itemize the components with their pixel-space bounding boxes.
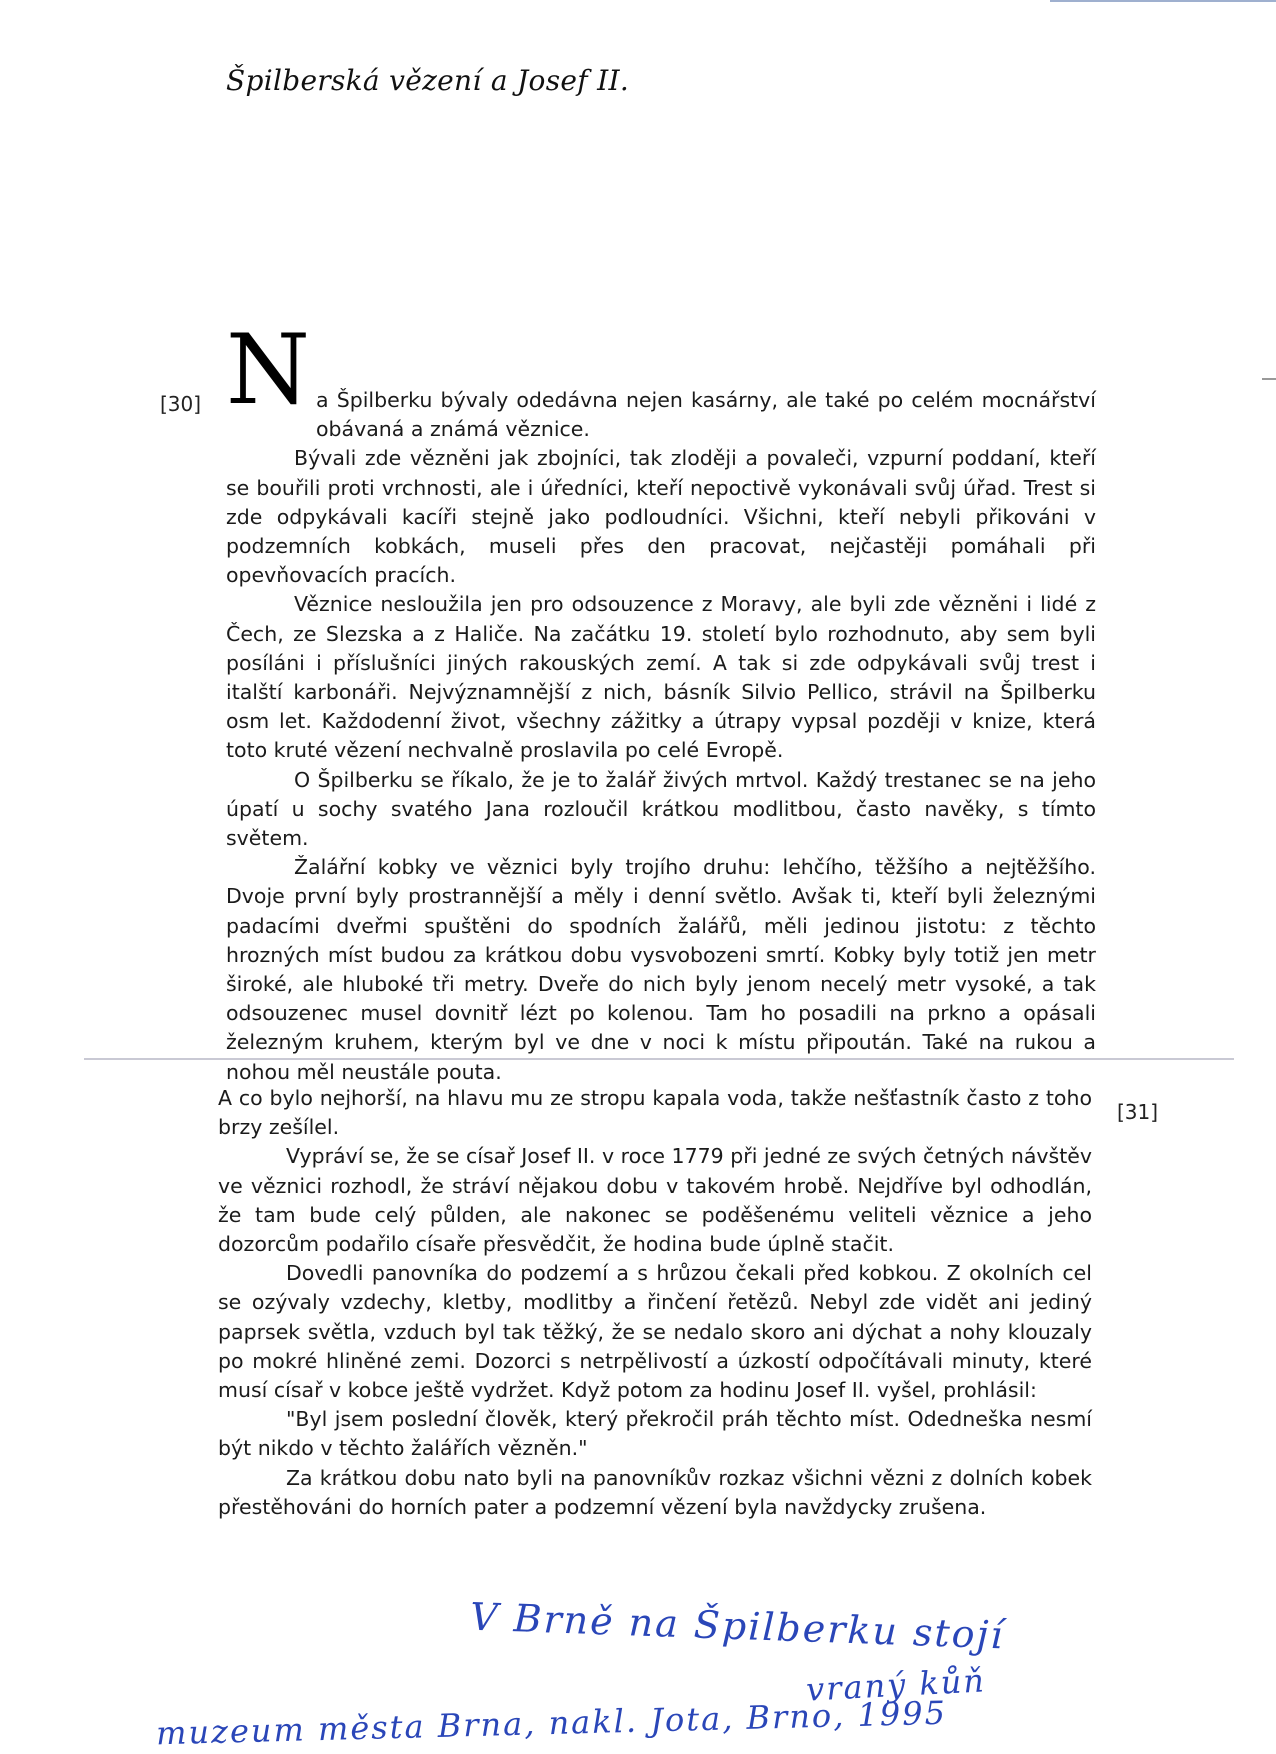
top-edge-line — [1050, 0, 1276, 2]
drop-cap: N — [226, 314, 310, 426]
scan-divider-line — [84, 1058, 1234, 1060]
handwritten-note-line-1: V Brně na Špilberku stojí — [469, 1594, 1006, 1658]
handwritten-note-line-2: vraný kůň — [805, 1661, 987, 1709]
paragraph-3: Věznice nesloužila jen pro odsouzence z Moravy, ale byli zde vězněni i lidé z Čech, ze Slezska a z Haliče. Na začátku 19. století bylo rozhodnuto, aby sem byli posíláni i příslušníci jiných rakouských zemí. A tak si zde odpykávali svůj trest i italští karbonáři. Nejvýznamnější z nich, básník Silvio Pellico, strávil na Špilberku osm let. Každodenní život, všechny zážitky a útrapy vypsal později v knize, která toto kruté vězení nechvalně proslavila po celé Evropě. — [226, 592, 1096, 763]
paragraph-7: Vypráví se, že se císař Josef II. v roce 1779 při jedné ze svých četných návštěv ve věznici rozhodl, že stráví nějakou dobu v takovém hrobě. Nejdříve byl odhodlán, že tam bude celý půlden, ale nakonec se poděšenému veliteli věznice a jeho dozorcům podařilo císaře přesvědčit, že hodina bude úplně stačit. — [218, 1144, 1092, 1257]
page-marker-30: [30] — [160, 392, 202, 416]
quote-paragraph: "Byl jsem poslední člověk, který překročil práh těchto míst. Odedneška nesmí být nikdo v těchto žalářích vězněn." — [218, 1407, 1092, 1461]
page-title: Špilberská vězení a Josef II. — [226, 64, 630, 97]
paragraph-9: Za krátkou dobu nato byli na panovníkův rozkaz všichni vězni z dolních kobek přestěhováni do horních pater a podzemní vězení byla navždycky zrušena. — [218, 1465, 1092, 1519]
page-marker-31: [31] — [1117, 1100, 1159, 1124]
paragraph-6: A co bylo nejhorší, na hlavu mu ze stropu kapala voda, takže nešťastník často z toho brzy zešílel. — [218, 1086, 1092, 1140]
paragraph-5: Žalářní kobky ve věznici byly trojího druhu: lehčího, těžšího a nejtěžšího. Dvoje první byly prostrannější a měly i denní světlo. Avšak ti, kteří byli železnými padacími dveřmi spuštěni do spodních žalářů, měli jedinou jistotu: z těchto hrozných míst budou za krátkou dobu vysvobozeni smrtí. Kobky byly totiž jen metr široké, ale hluboké tři metry. Dveře do nich byly jenom necelý metr vysoké, a tak odsouzenec musel dovnitř lézt po kolenou. Tam ho posadili na prkno a opásali železným kruhem, kterým byl ve dne v noci k místu připoután. Také na rukou a nohou měl neustále pouta. — [226, 855, 1096, 1084]
paragraph-2: Bývali zde vězněni jak zbojníci, tak zloději a povaleči, vzpurní poddaní, kteří se bouřili proti vrchnosti, ale i úředníci, kteří nepoctivě vykonávali svůj úřad. Trest si zde odpykávali kacíři stejně jako podloudníci. Všichni, kteří nebyli přikováni v podzemních kobkách, museli přes den pracovat, nejčastěji pomáhali při opevňovacích pracích. — [226, 446, 1096, 588]
paragraph-4: O Špilberku se říkalo, že je to žalář živých mrtvol. Každý trestanec se na jeho úpatí u sochy svatého Jana rozloučil krátkou modlitbou, často navěky, s tímto světem. — [226, 767, 1096, 851]
text-block-bottom — [218, 1084, 1092, 1522]
text-block-top — [226, 314, 1096, 1084]
paragraph-8: Dovedli panovníka do podzemí a s hrůzou čekali před kobkou. Z okolních cel se ozývaly vzdechy, kletby, modlitby a řinčení řetězů. Nebyl zde vidět ani jediný paprsek světla, vzduch byl tak těžký, že se nedalo skoro ani dýchat a nohy klouzaly po mokré hliněné zemi. Dozorci s netrpělivostí a úzkostí odpočítávali minuty, které musí císař v kobce ještě vydržet. Když potom za hodinu Josef II. vyšel, prohlásil: — [218, 1261, 1092, 1403]
edge-mark — [1262, 378, 1276, 380]
handwritten-source-note: muzeum města Brna, nakl. Jota, Brno, 1995 — [155, 1693, 948, 1753]
paragraph-1: a Špilberku bývaly odedávna nejen kasárny, ale také po celém mocnářství obávaná a známá věznice. — [316, 388, 1096, 442]
